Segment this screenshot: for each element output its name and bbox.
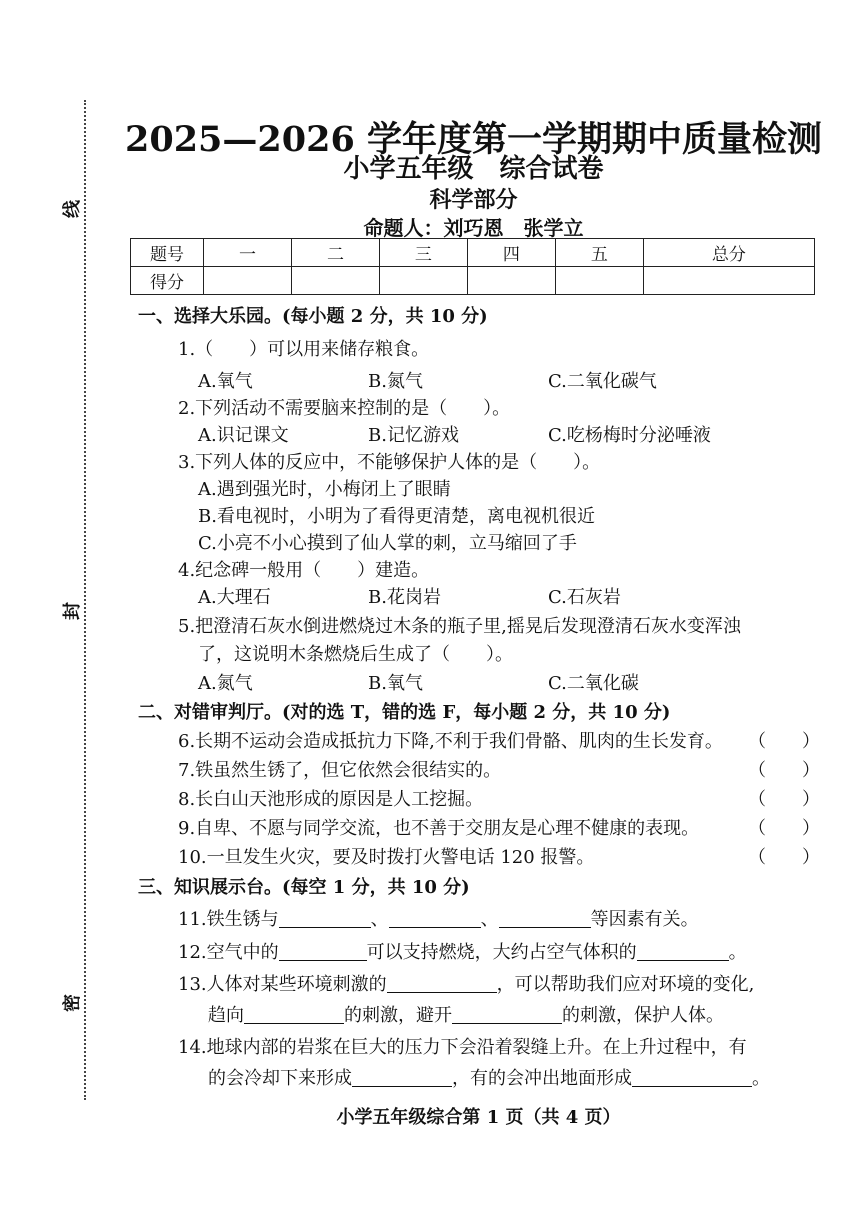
- q2-option-b[interactable]: B.记忆游戏: [368, 425, 459, 446]
- q5-option-a[interactable]: A.氮气: [198, 673, 253, 694]
- cell-part-1: 一: [204, 239, 292, 267]
- grade-label: 小学五年级: [343, 154, 474, 184]
- author-second: 张学立: [523, 216, 584, 240]
- binding-line: [84, 100, 86, 1100]
- q14-text-c: ，有的会冲出地面形成: [452, 1068, 632, 1089]
- cell-score-label: 得分: [131, 267, 204, 295]
- q12-text-a: 12.空气中的: [178, 942, 279, 963]
- q14-blank-1[interactable]: [352, 1068, 452, 1087]
- q7-answer-blank[interactable]: （ ）: [748, 760, 820, 781]
- page-footer: 小学五年级综合第 1 页（共 4 页）: [336, 1107, 621, 1128]
- q13-blank-3[interactable]: [452, 1005, 562, 1024]
- q12-text-b: 可以支持燃烧，大约占空气体积的: [366, 942, 637, 963]
- q9-statement: 9.自卑、不愿与同学交流，也不善于交朋友是心理不健康的表现。: [178, 818, 700, 839]
- q7-statement: 7.铁虽然生锈了，但它依然会很结实的。: [178, 760, 502, 781]
- q6-answer-blank[interactable]: （ ）: [748, 731, 820, 752]
- exam-subtitle: [40, 148, 867, 185]
- q2-stem: 2.下列活动不需要脑来控制的是（ ）。: [178, 398, 511, 419]
- score-input-4[interactable]: [467, 267, 555, 295]
- q3-option-b[interactable]: B.看电视时，小明为了看得更清楚，离电视机很近: [198, 506, 595, 527]
- q13-blank-2[interactable]: [244, 1005, 344, 1024]
- q12-blank-2[interactable]: [637, 942, 729, 961]
- q1-stem: 1.（ ）可以用来储存粮食。: [178, 339, 430, 360]
- q14-text-end: 。: [752, 1068, 770, 1089]
- author-first: 命题人：刘巧恩: [363, 216, 504, 240]
- q13-text-e: 的刺激，保护人体。: [562, 1005, 724, 1026]
- binding-char-line: 线: [62, 200, 83, 218]
- q4-option-a[interactable]: A.大理石: [198, 587, 271, 608]
- q5-option-b[interactable]: B.氧气: [368, 673, 423, 694]
- score-input-2[interactable]: [291, 267, 379, 295]
- score-input-3[interactable]: [379, 267, 467, 295]
- exam-title: 2025—2026 学年度第一学期期中质量检测: [124, 119, 822, 160]
- q4-stem: 4.纪念碑一般用（ ）建造。: [178, 560, 430, 581]
- q3-stem: 3.下列人体的反应中，不能够保护人体的是（ ）。: [178, 452, 601, 473]
- q1-option-c[interactable]: C.二氧化碳气: [548, 371, 657, 392]
- binding-char-seal: 封: [62, 602, 83, 620]
- score-input-total[interactable]: [643, 267, 814, 295]
- q11-text-a: 11.铁生锈与: [178, 909, 279, 930]
- q2-option-c[interactable]: C.吃杨梅时分泌唾液: [548, 425, 711, 446]
- cell-question-number: 题号: [131, 239, 204, 267]
- q4-option-c[interactable]: C.石灰岩: [548, 587, 621, 608]
- cell-part-5: 五: [555, 239, 643, 267]
- q12-blank-1[interactable]: [279, 942, 367, 961]
- q5-stem-line2: 了，这说明木条燃烧后生成了（ ）。: [198, 644, 513, 665]
- score-input-5[interactable]: [555, 267, 643, 295]
- cell-total: 总分: [643, 239, 814, 267]
- q8-answer-blank[interactable]: （ ）: [748, 789, 820, 810]
- q1-option-a[interactable]: A.氧气: [198, 371, 253, 392]
- part1-heading: 一、选择大乐园。(每小题 2 分，共 10 分): [138, 306, 488, 327]
- cell-part-4: 四: [467, 239, 555, 267]
- q10-answer-blank[interactable]: （ ）: [748, 847, 820, 868]
- score-table: [130, 238, 815, 295]
- q8-statement: 8.长白山天池形成的原因是人工挖掘。: [178, 789, 484, 810]
- q3-option-c[interactable]: C.小亮不小心摸到了仙人掌的刺，立马缩回了手: [198, 533, 577, 554]
- q14-text-b: 的会冷却下来形成: [208, 1068, 352, 1089]
- section-name: 科学部分: [429, 187, 518, 213]
- cell-part-2: 二: [291, 239, 379, 267]
- q13-text-b: ，可以帮助我们应对环境的变化,: [496, 974, 755, 995]
- q11-sep-1: 、: [370, 909, 389, 930]
- q2-option-a[interactable]: A.识记课文: [198, 425, 289, 446]
- q9-answer-blank[interactable]: （ ）: [748, 818, 820, 839]
- authors: [40, 212, 867, 241]
- paper-label: 综合试卷: [499, 154, 604, 184]
- part3-heading: 三、知识展示台。(每空 1 分，共 10 分): [138, 877, 470, 898]
- score-input-1[interactable]: [204, 267, 292, 295]
- cell-part-3: 三: [379, 239, 467, 267]
- q14-blank-2[interactable]: [632, 1068, 752, 1087]
- q12-text-end: 。: [728, 942, 747, 963]
- q11-text-end: 等因素有关。: [590, 909, 699, 930]
- score-table-score-row: [131, 267, 815, 295]
- q11-blank-1[interactable]: [279, 909, 371, 928]
- q13-text-d: 的刺激，避开: [344, 1005, 452, 1026]
- q11: [178, 905, 699, 931]
- q13-line2: [208, 1001, 724, 1027]
- q13-blank-1[interactable]: [387, 974, 497, 993]
- binding-char-secret: 密: [62, 994, 83, 1012]
- q11-blank-3[interactable]: [499, 909, 591, 928]
- q11-blank-2[interactable]: [389, 909, 481, 928]
- q14-line1: 14.地球内部的岩浆在巨大的压力下会沿着裂缝上升。在上升过程中，有: [178, 1037, 747, 1058]
- q5-stem-line1: 5.把澄清石灰水倒进燃烧过木条的瓶子里,摇晃后发现澄清石灰水变浑浊: [178, 616, 741, 637]
- q14-line2: [208, 1064, 770, 1090]
- q3-option-a[interactable]: A.遇到强光时，小梅闭上了眼睛: [198, 479, 451, 500]
- q1-option-b[interactable]: B.氮气: [368, 371, 423, 392]
- score-table-header-row: [131, 239, 815, 267]
- q5-option-c[interactable]: C.二氧化碳: [548, 673, 639, 694]
- q13-line1: [178, 970, 754, 996]
- part2-heading: 二、对错审判厅。(对的选 T，错的选 F，每小题 2 分，共 10 分): [138, 702, 671, 723]
- q11-sep-2: 、: [480, 909, 499, 930]
- q13-text-a: 13.人体对某些环境刺激的: [178, 974, 387, 995]
- q4-option-b[interactable]: B.花岗岩: [368, 587, 441, 608]
- q10-statement: 10.一旦发生火灾，要及时拨打火警电话 120 报警。: [178, 847, 595, 868]
- q13-text-c: 趋向: [208, 1005, 244, 1026]
- q6-statement: 6.长期不运动会造成抵抗力下降,不利于我们骨骼、肌肉的生长发育。: [178, 731, 723, 752]
- q12: [178, 938, 747, 964]
